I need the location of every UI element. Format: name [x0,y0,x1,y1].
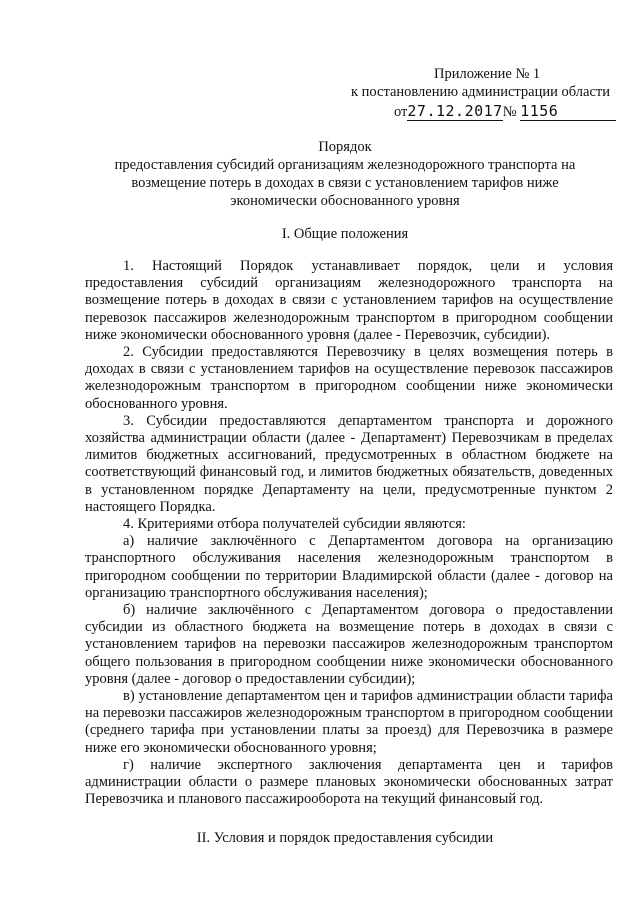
paragraph: а) наличие заключённого с Департаментом договора на организацию транспортного обслуживания населения железнодорожным транспортом в пригородном сообщении по территории Владимирской области (далее - договор на организацию транспортного обслуживания населения); [85,533,613,601]
decree-date-number [342,102,610,121]
appendix-header [342,65,610,121]
title-line-1: Порядок [318,139,372,155]
section-heading-general: I. Общие положения [281,226,409,242]
paragraph: б) наличие заключённого с Департаментом договора о предоставлении субсидии из областного бюджета на возмещение потерь в доходах в связи с установлением тарифов на перевозки пассажиров железнодорожным транспортом общего пользования в пригородном сообщении ниже экономически обоснованного уровня (далее - договор о предоставлении субсидии); [85,602,613,687]
document-title [80,138,610,210]
paragraph: 4. Критериями отбора получателей субсидии являются: [123,516,466,533]
paragraph: 1. Настоящий Порядок устанавливает порядок, цели и условия предоставления субсидий организациям железнодорожного транспорта на возмещение потерь в доходах в связи с установлением тарифов на осуществление перевозок пассажиров железнодорожным транспортом в пригородном сообщении ниже экономически обоснованного уровня (далее - Перевозчик, субсидии). [85,258,613,343]
section-body-general [85,258,613,809]
title-line-3: возмещение потерь в доходах в связи с установлением тарифов ниже [131,175,559,191]
decree-number: 1156 [520,102,559,120]
appendix-label: Приложение № 1 [434,66,541,82]
paragraph: г) наличие экспертного заключения департамента цен и тарифов администрации области о размере плановых экономически обоснованных затрат Перевозчика и планового пассажирооборота на текущий финансовый год. [85,756,613,808]
title-line-2: предоставления субсидий организациям железнодорожного транспорта на [114,157,576,173]
paragraph: в) установление департаментом цен и тарифов администрации области тарифа на перевозки пассажиров железнодорожным транспортом в пригородном сообщении (среднего тарифа при установлении платы за проезд) для Перевозчика в размере ниже его экономически обоснованного уровня; [85,688,613,756]
decree-date: 27.12.2017 [407,102,503,120]
decree-reference: к постановлению администрации области [350,84,610,100]
paragraph: 3. Субсидии предоставляются департаментом транспорта и дорожного хозяйства администрации области (далее - Департамент) Перевозчикам в пределах лимитов бюджетных ассигнований, предусмотренных в областном бюджете на соответствующий финансовый год, и лимитов бюджетных обязательств, доведенных в установленном порядке Департаменту на цели, предусмотренные пунктом 2 настоящего Порядка. [85,412,613,515]
number-label: № [502,104,517,120]
paragraph: 2. Субсидии предоставляются Перевозчику в целях возмещения потерь в доходах в связи с установлением тарифов на осуществление перевозок пассажиров железнодорожным транспортом в пригородном сообщении ниже экономически обоснованного уровня. [85,344,613,412]
title-line-4: экономически обоснованного уровня [230,193,460,209]
section-heading-conditions: II. Условия и порядок предоставления субсидии [196,830,494,846]
from-label: от [394,104,408,120]
